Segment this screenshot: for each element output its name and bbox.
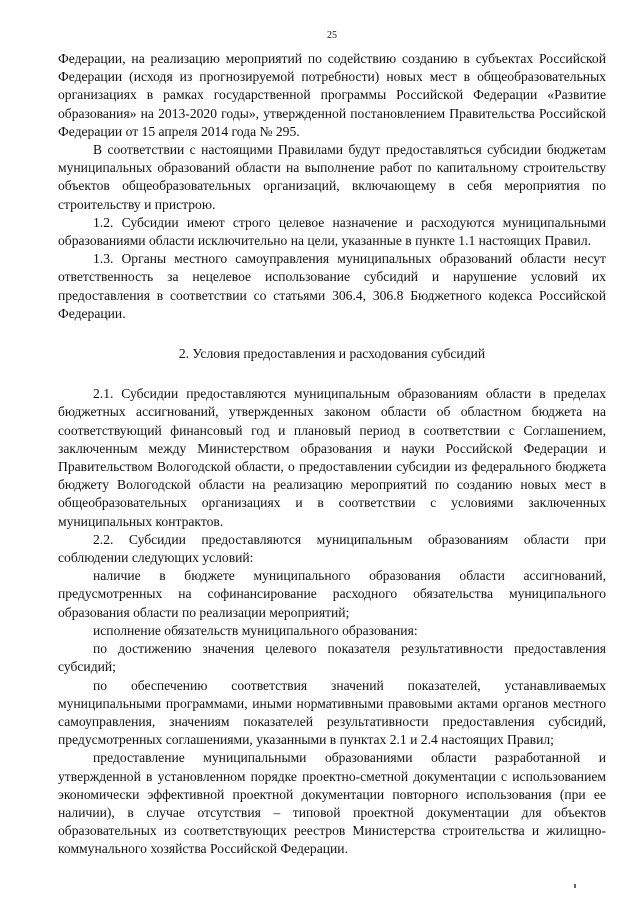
paragraph-2-1: 2.1. Субсидии предоставляются муниципальным образованиям области в пределах бюджетных ассигнований, утвержденных законом области об областном бюджета на соответствующий финансовый год и плановый период в соответствии с Соглашением, заключенным между Министерством образования и науки Российской Федерации и Правительством Вологодской области, о предоставлении субсидии из федерального бюджета бюджету Вологодской области на реализацию мероприятий по созданию новых мест в общеобразовательных организациях и в соответствии с условиями заключенных муниципальных контрактов.	[58, 386, 606, 529]
document-page	[58, 30, 606, 859]
condition-target-indicator: по достижению значения целевого показателя результативности предоставления субсидий;	[58, 641, 606, 675]
paragraph-continuation: Федерации, на реализацию мероприятий по содействию созданию в субъектах Российской Федерации (исходя из прогнозируемой потребности) новых мест в общеобразовательных организациях в рамках государственной программы Российской Федерации «Развитие образования» на 2013-2020 годы», утвержденной постановлением Правительства Российской Федерации от 15 апреля 2014 года № 295.	[58, 51, 606, 139]
section-title: 2. Условия предоставления и расходования субсидий	[178, 346, 486, 362]
scan-mark	[574, 884, 576, 888]
condition-budget-allocation: наличие в бюджете муниципального образования области ассигнований, предусмотренных на софинансирование расходного обязательства муниципального образования области по реализации мероприятий;	[58, 568, 606, 620]
paragraph-rules-purpose: В соответствии с настоящими Правилами будут предоставляться субсидии бюджетам муниципальных образований области на выполнение работ по капитальному строительству объектов общеобразовательных организаций, включающему в себя мероприятия по строительству и пристрою.	[58, 142, 606, 212]
condition-design-documentation: предоставление муниципальными образованиями области разработанной и утвержденной в установленном порядке проектно-сметной документации с использованием экономически эффективной проектной документации повторного использования (при ее наличии), в случае отсутствия – типовой проектной документации для объектов образовательных из соответствующих реестров Министерства строительства и жилищно-коммунального хозяйства Российской Федерации.	[58, 750, 606, 857]
paragraph-1-3: 1.3. Органы местного самоуправления муниципальных образований области несут ответственность за нецелевое использование субсидий и нарушение условий их предоставления в соответствии со статьями 306.4, 306.8 Бюджетного кодекса Российской Федерации.	[58, 251, 606, 321]
condition-obligations: исполнение обязательств муниципального образования:	[93, 622, 418, 638]
page-number: 25	[327, 30, 337, 41]
condition-indicator-compliance: по обеспечению соответствия значений показателей, устанавливаемых муниципальными программами, иными нормативными правовыми актами органов местного самоуправления, значениям показателей результативности предоставления субсидий, предусмотренных соглашениями, указанными в пунктах 2.1 и 2.4 настоящих Правил;	[58, 677, 606, 748]
paragraph-1-2: 1.2. Субсидии имеют строго целевое назначение и расходуются муниципальными образованиями области исключительно на цели, указанные в пункте 1.1 настоящих Правил.	[58, 214, 606, 249]
paragraph-2-2: 2.2. Субсидии предоставляются муниципальным образованиям области при соблюдении следующих условий:	[58, 531, 606, 566]
